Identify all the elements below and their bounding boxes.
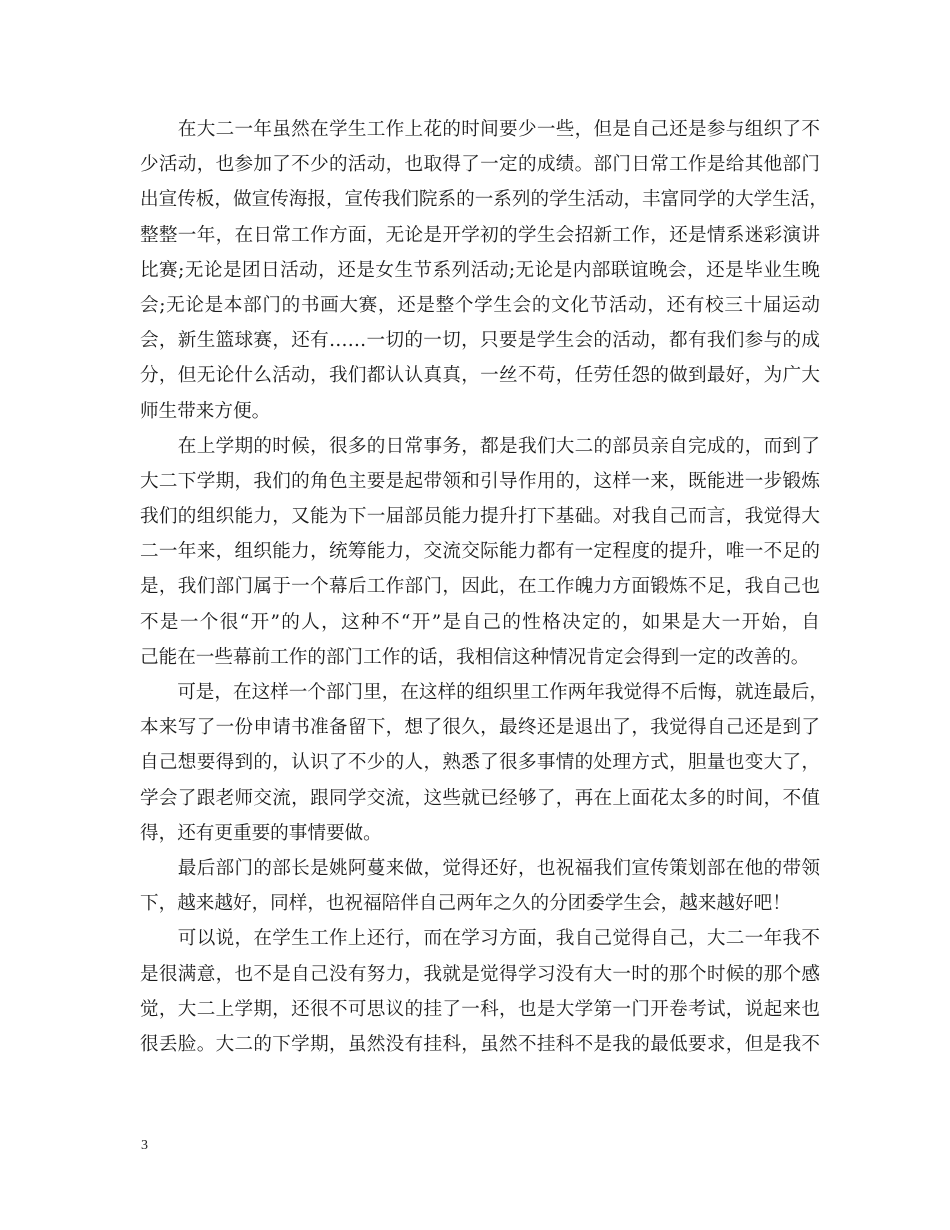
text-line: 本来写了一份申请书准备留下，想了很久，最终还是退出了，我觉得自己还是到了 <box>140 717 820 739</box>
text-line: 我们的组织能力，又能为下一届部员能力提升打下基础。对我自己而言，我觉得大 <box>140 506 820 528</box>
text-line: 比赛;无论是团日活动，还是女生节系列活动;无论是内部联谊晚会，还是毕业生晚 <box>140 259 820 281</box>
text-line: 最后部门的部长是姚阿蔓来做，觉得还好，也祝福我们宣传策划部在他的带领 <box>140 857 820 879</box>
text-line: 下，越来越好，同样，也祝福陪伴自己两年之久的分团委学生会，越来越好吧！ <box>140 893 791 915</box>
text-line: 很丢脸。大二的下学期，虽然没有挂科，虽然不挂科不是我的最低要求，但是我不 <box>140 1033 820 1055</box>
text-line: 学会了跟老师交流，跟同学交流，这些就已经够了，再在上面花太多的时间，不值 <box>140 787 820 809</box>
body-text <box>140 112 828 1062</box>
text-line: 可以说，在学生工作上还行，而在学习方面，我自己觉得自己，大二一年我不 <box>140 928 820 950</box>
text-line: 在上学期的时候，很多的日常事务，都是我们大二的部员亲自完成的，而到了 <box>140 435 820 457</box>
text-line: 分，但无论什么活动，我们都认认真真，一丝不苟，任劳任怨的做到最好，为广大 <box>140 365 820 387</box>
text-line: 师生带来方便。 <box>140 400 271 422</box>
text-line: 己能在一些幕前工作的部门工作的话，我相信这种情况肯定会得到一定的改善的。 <box>140 646 810 668</box>
text-line: 自己想要得到的，认识了不少的人，熟悉了很多事情的处理方式，胆量也变大了， <box>140 752 820 774</box>
text-line: 得，还有更重要的事情要做。 <box>140 822 382 844</box>
text-line: 二一年来，组织能力，统筹能力，交流交际能力都有一定程度的提升，唯一不足的 <box>140 541 820 563</box>
text-line: 是很满意，也不是自己没有努力，我就是觉得学习没有大一时的那个时候的那个感 <box>140 963 820 985</box>
text-line: 不是一个很“开”的人，这种不“开”是自己的性格决定的，如果是大一开始，自 <box>140 611 820 633</box>
text-line: 在大二一年虽然在学生工作上花的时间要少一些，但是自己还是参与组织了不 <box>140 119 820 140</box>
text-line: 少活动，也参加了不少的活动，也取得了一定的成绩。部门日常工作是给其他部门 <box>140 154 820 176</box>
text-line: 觉，大二上学期，还很不可思议的挂了一科，也是大学第一门开卷考试，说起来也 <box>140 998 820 1020</box>
text-line: 整整一年，在日常工作方面，无论是开学初的学生会招新工作，还是情系迷彩演讲 <box>140 224 820 246</box>
text-line: 可是，在这样一个部门里，在这样的组织里工作两年我觉得不后悔，就连最后， <box>140 682 828 703</box>
text-line: 出宣传板，做宣传海报，宣传我们院系的一系列的学生活动，丰富同学的大学生活， <box>140 189 828 211</box>
text-line: 是，我们部门属于一个幕后工作部门，因此，在工作魄力方面锻炼不足，我自己也 <box>140 576 820 598</box>
text-line: 大二下学期，我们的角色主要是起带领和引导作用的，这样一来，既能进一步锻炼 <box>140 470 820 492</box>
text-line: 会，新生篮球赛，还有……一切的一切，只要是学生会的活动，都有我们参与的成 <box>140 330 820 352</box>
page-number: 3 <box>141 1138 148 1153</box>
text-line: 会;无论是本部门的书画大赛，还是整个学生会的文化节活动，还有校三十届运动 <box>140 294 820 316</box>
